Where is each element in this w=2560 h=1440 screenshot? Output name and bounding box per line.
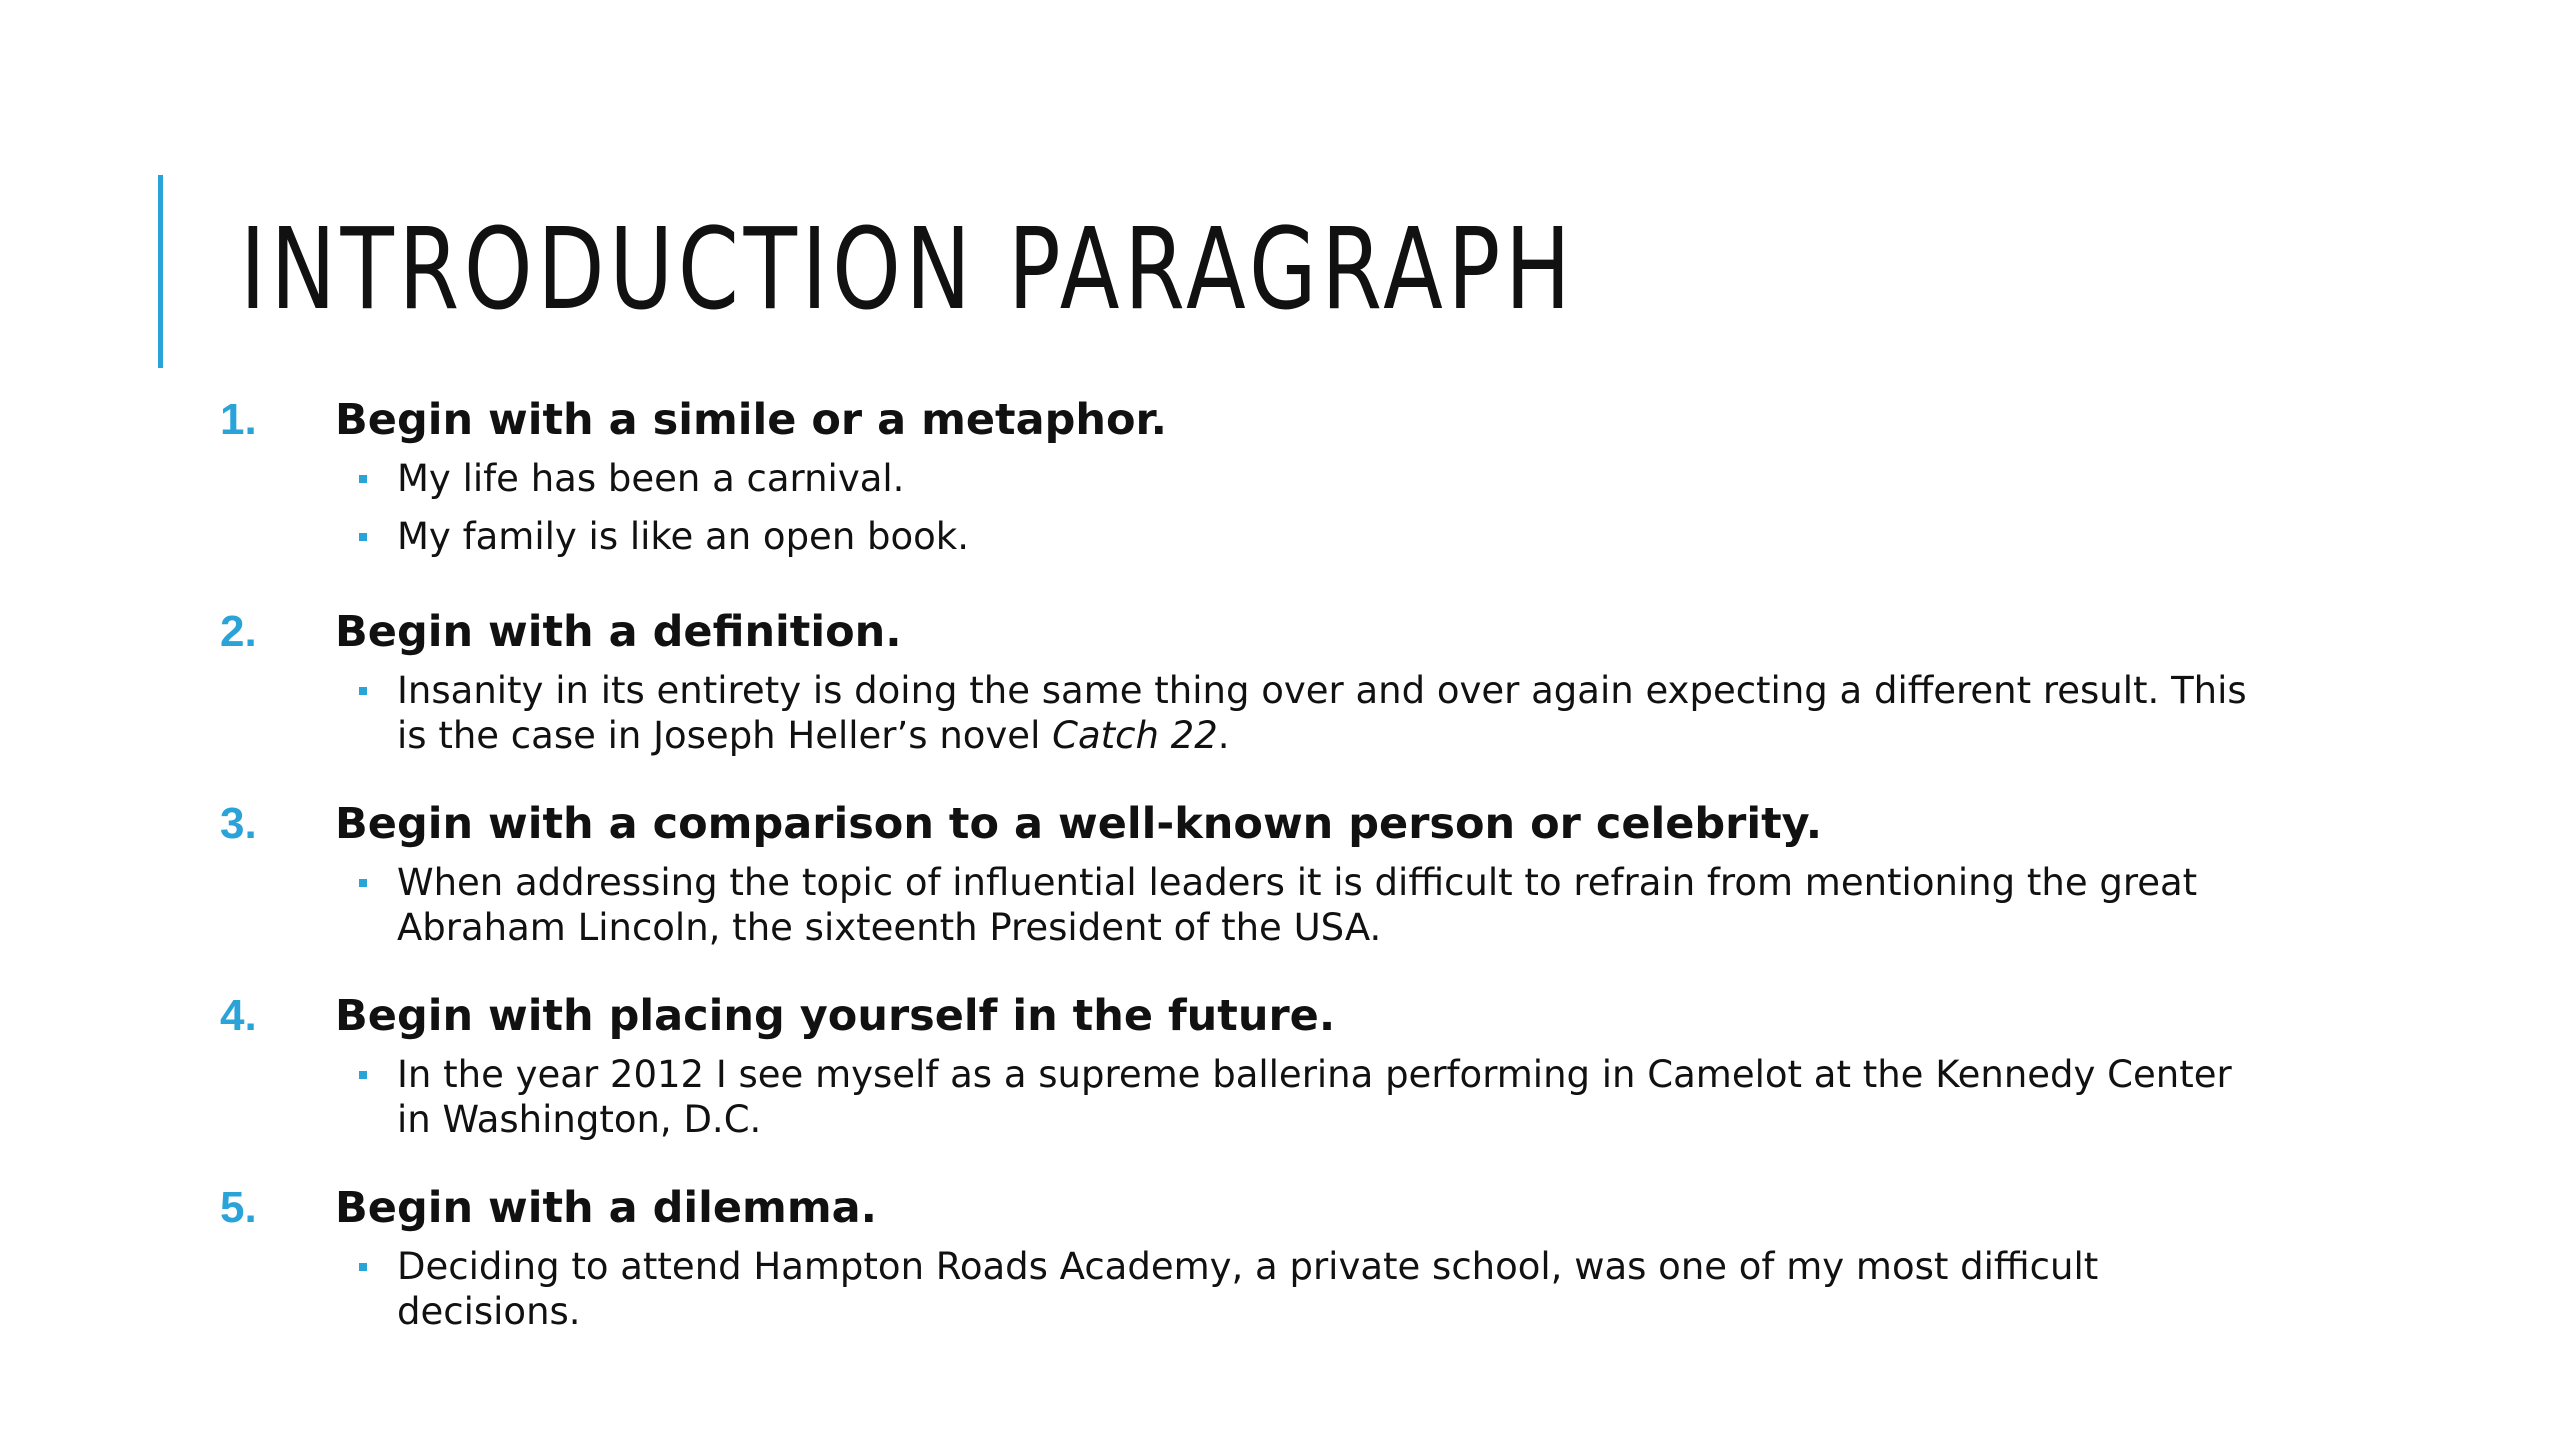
list-number: 3.	[220, 799, 257, 848]
sub-item-text: Deciding to attend Hampton Roads Academy, a private school, was one of my most difficult decisions.	[397, 1245, 2099, 1333]
title-accent-bar	[158, 175, 163, 368]
sub-item	[220, 668, 2300, 758]
sub-item	[220, 860, 2300, 950]
list-number: 4.	[220, 991, 257, 1040]
list-item-head	[220, 794, 2300, 854]
list-item-head	[220, 1178, 2300, 1238]
book-title: Catch 22	[1052, 714, 1218, 757]
list-item-head	[220, 602, 2300, 662]
list-item-head	[220, 390, 2300, 450]
sub-item-text: In the year 2012 I see myself as a supreme ballerina performing in Camelot at the Kennedy Center in Washington, D.C.	[397, 1053, 2232, 1141]
list-item	[220, 390, 2300, 566]
list-heading: Begin with placing yourself in the future.	[335, 991, 1336, 1041]
sub-item	[220, 514, 2300, 566]
sub-item	[220, 1244, 2300, 1334]
numbered-list	[220, 390, 2300, 1370]
list-heading: Begin with a comparison to a well-known person or celebrity.	[335, 799, 1823, 849]
slide-title: INTRODUCTION PARAGRAPH	[240, 205, 1576, 335]
sub-item-text: My family is like an open book.	[397, 515, 969, 558]
bullet-icon	[290, 456, 360, 508]
bullet-icon	[290, 514, 360, 566]
list-heading: Begin with a dilemma.	[335, 1183, 878, 1233]
list-item	[220, 986, 2300, 1142]
sub-item-text-main: Insanity in its entirety is doing the same thing over and over again expecting a different result. This is the case in Joseph Heller’s novel	[397, 669, 2247, 757]
list-item	[220, 794, 2300, 950]
sub-list	[220, 1052, 2300, 1142]
bullet-icon	[290, 860, 360, 912]
bullet-icon	[290, 1244, 360, 1296]
sub-item-text: My life has been a carnival.	[397, 457, 905, 500]
bullet-icon	[290, 668, 360, 720]
list-heading: Begin with a definition.	[335, 607, 902, 657]
list-item	[220, 1178, 2300, 1334]
list-number: 1.	[220, 395, 257, 444]
sub-list	[220, 456, 2300, 566]
sub-item	[220, 456, 2300, 508]
list-number: 2.	[220, 607, 257, 656]
sub-list	[220, 1244, 2300, 1334]
sub-item-text-end: .	[1217, 714, 1230, 757]
list-heading: Begin with a simile or a metaphor.	[335, 395, 1167, 445]
list-item-head	[220, 986, 2300, 1046]
bullet-icon	[290, 1052, 360, 1104]
sub-list	[220, 860, 2300, 950]
list-item	[220, 602, 2300, 758]
list-number: 5.	[220, 1183, 257, 1232]
sub-list	[220, 668, 2300, 758]
sub-item-text: When addressing the topic of influential leaders it is difficult to refrain from mentioning the great Abraham Lincoln, the sixteenth President of the USA.	[397, 861, 2198, 949]
sub-item-text	[397, 668, 2277, 758]
sub-item	[220, 1052, 2300, 1142]
